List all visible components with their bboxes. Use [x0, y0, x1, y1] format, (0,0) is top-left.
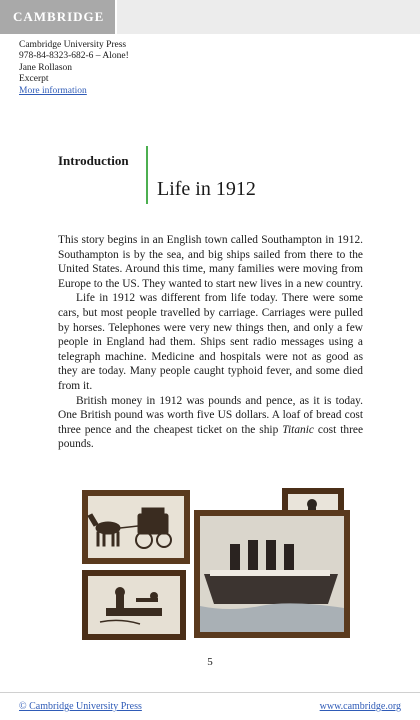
excerpt-line: Excerpt — [19, 74, 49, 85]
carriage-picture-frame — [82, 490, 190, 564]
logo-text: CAMBRIDGE — [13, 9, 105, 24]
paragraph-1: This story begins in an English town called Southampton in 1912. Southampton is by the sea, and big ships sailed from there to the United States. Around this time, many families were moving from Europe to the US. They wanted to start new lives in a new country. — [58, 234, 363, 290]
paragraph-3-end: cost three pounds. — [58, 423, 364, 451]
telegraph-picture-frame — [82, 570, 186, 640]
header-band — [0, 0, 420, 34]
titanic-italic: Titanic — [282, 423, 314, 436]
chapter-label: Introduction — [58, 153, 129, 168]
more-information-link[interactable]: More information — [19, 85, 87, 96]
website-link[interactable]: www.cambridge.org — [319, 701, 401, 712]
titanic-picture-frame — [194, 510, 350, 638]
framed-pictures-illustration — [80, 486, 350, 642]
copyright-link[interactable]: © Cambridge University Press — [19, 701, 142, 712]
isbn-title-line: 978-84-8323-682-6 – Alone! — [19, 51, 129, 62]
chapter-divider — [146, 146, 148, 204]
page-number: 5 — [207, 656, 213, 668]
author-line: Jane Rollason — [19, 62, 73, 73]
body-text — [58, 233, 363, 452]
footer-divider — [0, 692, 420, 693]
publisher-line: Cambridge University Press — [19, 40, 127, 50]
cambridge-logo — [0, 0, 117, 34]
book-metadata — [19, 40, 129, 97]
paragraph-3 — [58, 394, 363, 452]
paragraph-3-start: British money in 1912 was pounds and pence, as it is today. One British pound was worth five US dollars. A loaf of bread cost three pence and the cheapest ticket on the ship — [58, 394, 363, 436]
chapter-title: Life in 1912 — [157, 178, 256, 200]
paragraph-2: Life in 1912 was different from life today. There were some cars, but most people travelled by carriage. Carriages were pulled by horses. Telephones were very new things then, and only a few people in England had them. Ships sent radio messages using a telegraph machine. Medicine and hospitals were not as good as they are today. Many people caught typhoid fever, and some died from it. — [58, 292, 363, 392]
